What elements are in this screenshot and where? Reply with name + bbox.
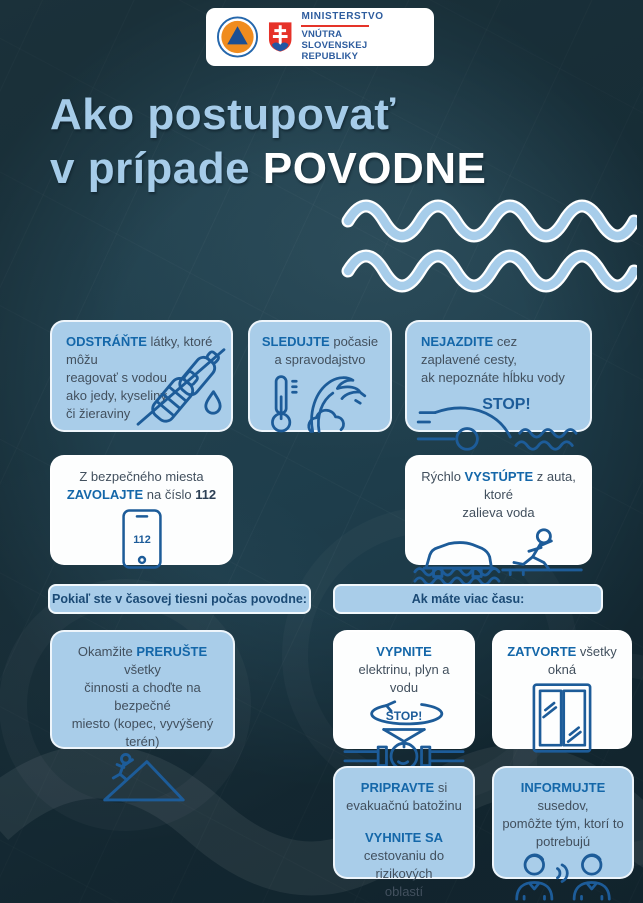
exit-car-runner-icon [413,526,585,584]
card-text: Rýchlo VYSTÚPTE z auta, ktoré zalieva voda [421,469,576,520]
card-text: ZATVORTE všetky okná [507,644,617,677]
card-watch-weather [248,320,392,432]
card-text: VYPNITE elektrinu, plyn a vodu [358,644,450,695]
card-exit-car [405,455,592,565]
svg-text:STOP!: STOP! [385,709,423,724]
phone-112-icon [120,508,164,570]
red-rule [301,25,369,27]
page-title [50,88,486,195]
svg-text:STOP!: STOP! [481,395,531,413]
card-prepare-evacuation [333,766,475,899]
card-remove-substances [50,320,233,432]
card-text: INFORMUJTE susedov, pomôžte tým, ktorí to potrebujú [502,780,624,849]
card-text: SLEDUJTE počasie a spravodajstvo [261,334,379,367]
climb-hill-icon [97,752,189,802]
card-text: ODSTRÁŇTE látky, ktoré môžu reagovať s vodou ako jedy, kyseliny či žieraviny [66,334,213,421]
slovak-coat-of-arms-icon [268,21,292,53]
talking-people-icon [511,851,615,901]
closed-window-icon [531,682,593,754]
thermometer-wind-icon [267,373,373,437]
svg-text:112: 112 [132,534,151,547]
ministry-line3: SLOVENSKEJ REPUBLIKY [301,39,368,62]
card-text: NEJAZDITE cez zaplavené cesty, ak nepoznáte hĺbku vody [421,334,565,385]
car-stop-water-icon [414,391,584,453]
wave-line-icon [341,199,637,243]
ministry-line1: MINISTERSTVO [301,11,384,23]
card-text: PRIPRAVTE si evakuačnú batožinu VYHNITE SA cestovaniu do rizikových oblastí [346,780,462,899]
ministry-header [206,8,434,66]
card-interrupt-activities [50,630,235,749]
ministry-name [301,11,424,62]
water-valve-stop-icon [341,699,467,771]
card-close-windows [492,630,632,749]
banner-time-pressure: Pokiaľ ste v časovej tiesni počas povodne: [48,584,311,614]
civil-protection-emblem-icon [216,15,259,59]
wave-line-icon [341,249,637,293]
banner-more-time: Ak máte viac času: [333,584,603,614]
page-title-keyword: POVODNE [262,143,487,193]
card-call-112 [50,455,233,565]
crossed-bottles-icon [133,344,229,428]
card-dont-drive [405,320,592,432]
card-turn-off-utilities [333,630,475,749]
ministry-line2: VNÚTRA [301,28,343,40]
page-title-line2: v prípade POVODNE [50,143,487,193]
card-inform-neighbours [492,766,634,879]
card-text: Okamžite PRERUŠTE všetky činnosti a choďte na bezpečné miesto (kopec, vyvýšený terén) [71,644,214,749]
card-text: Z bezpečného miesta ZAVOLAJTE na číslo 112 [66,469,217,502]
page-title-line1: Ako postupovať [50,90,396,139]
